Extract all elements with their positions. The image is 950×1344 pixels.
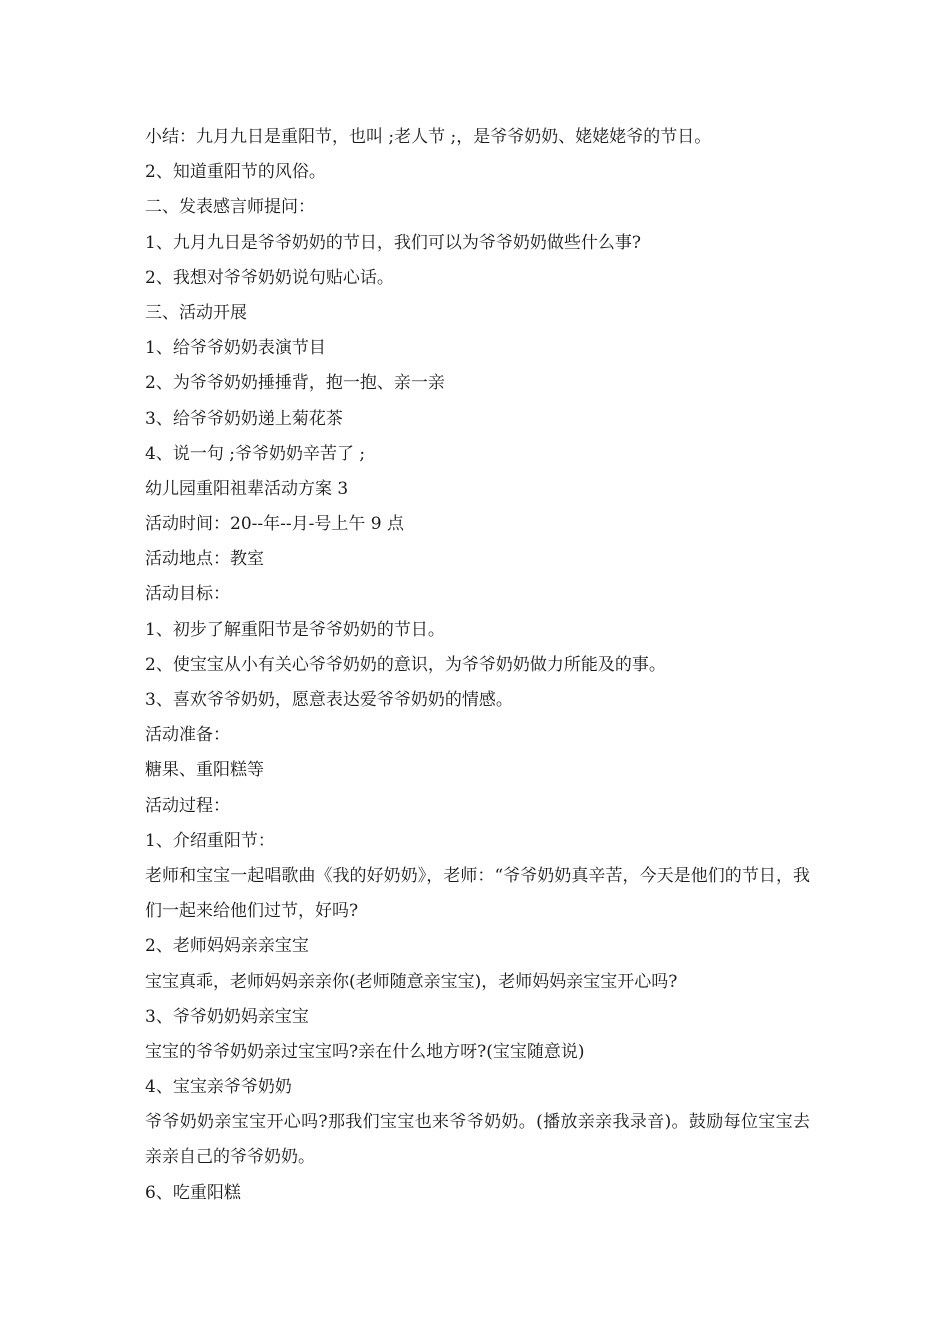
step-2-text: 宝宝真乖，老师妈妈亲亲你(老师随意亲宝宝)，老师妈妈亲宝宝开心吗? <box>145 971 678 992</box>
section-heading-2: 二、发表感言师提问： <box>145 197 315 218</box>
text-line-question-1: 1、九月九日是爷爷奶奶的节日，我们可以为爷爷奶奶做些什么事? <box>145 232 641 253</box>
goal-item: 1、初步了解重阳节是爷爷奶奶的节日。 <box>145 619 445 640</box>
step-1-paragraph: 老师和宝宝一起唱歌曲《我的好奶奶》，老师：“爷爷奶奶真辛苦，今天是他们的节日，我们一起来给他们过节，好吗? <box>145 865 810 922</box>
step-4-title: 4、宝宝亲爷爷奶奶 <box>145 1077 292 1098</box>
list-item: 1、给爷爷奶奶表演节目 <box>145 338 326 359</box>
activity-location: 活动地点：教室 <box>145 549 264 570</box>
step-2-title: 2、老师妈妈亲亲宝宝 <box>145 936 309 957</box>
goals-heading: 活动目标： <box>145 584 230 605</box>
step-6-title: 6、吃重阳糕 <box>145 1182 241 1203</box>
document-body <box>145 120 810 1211</box>
process-heading: 活动过程： <box>145 795 230 816</box>
plan-title: 幼儿园重阳祖辈活动方案 3 <box>145 478 349 499</box>
section-heading-3: 三、活动开展 <box>145 302 247 323</box>
list-item: 4、说一句 ;爷爷奶奶辛苦了 ; <box>145 443 366 464</box>
preparation-heading: 活动准备： <box>145 725 230 746</box>
step-1-title: 1、介绍重阳节： <box>145 830 275 851</box>
step-3-title: 3、爷爷奶奶妈亲宝宝 <box>145 1006 309 1027</box>
activity-time: 活动时间：20--年--月-号上午 9 点 <box>145 514 404 535</box>
text-line-summary: 小结：九月九日是重阳节，也叫 ;老人节 ;，是爷爷奶奶、姥姥姥爷的节日。 <box>145 127 712 147</box>
preparation-items: 糖果、重阳糕等 <box>145 760 264 781</box>
goal-item: 3、喜欢爷爷奶奶，愿意表达爱爷爷奶奶的情感。 <box>145 690 513 710</box>
list-item: 3、给爷爷奶奶递上菊花茶 <box>145 408 343 429</box>
goal-item: 2、使宝宝从小有关心爷爷奶奶的意识，为爷爷奶奶做力所能及的事。 <box>145 654 666 675</box>
text-line-custom: 2、知道重阳节的风俗。 <box>145 162 326 183</box>
step-3-text: 宝宝的爷爷奶奶亲过宝宝吗?亲在什么地方呀?(宝宝随意说) <box>145 1041 585 1062</box>
step-4-paragraph: 爷爷奶奶亲宝宝开心吗?那我们宝宝也来爷爷奶奶。(播放亲亲我录音)。鼓励每位宝宝去亲亲自己的爷爷奶奶。 <box>145 1112 810 1168</box>
text-line-question-2: 2、我想对爷爷奶奶说句贴心话。 <box>145 267 394 288</box>
list-item: 2、为爷爷奶奶捶捶背，抱一抱、亲一亲 <box>145 373 445 394</box>
